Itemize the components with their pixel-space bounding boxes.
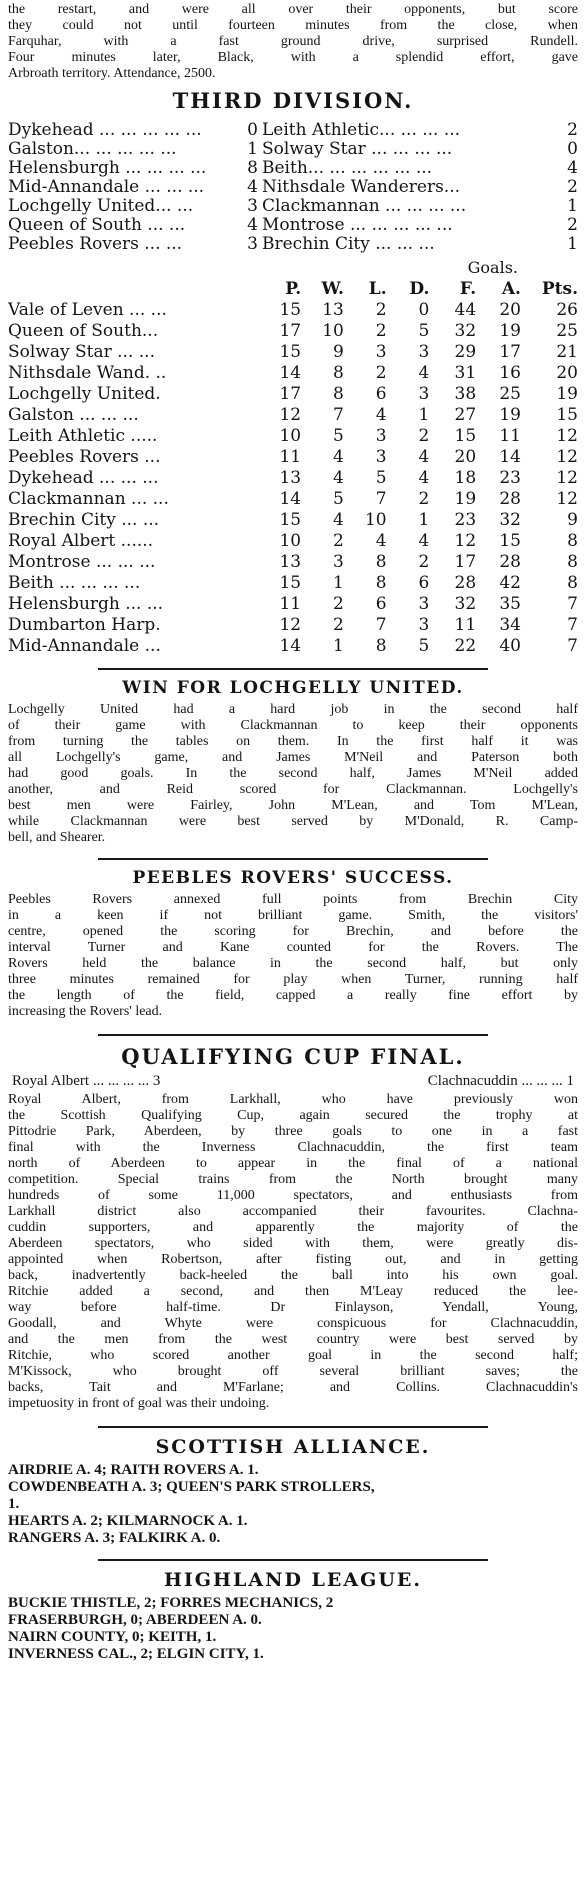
stat-l: 2: [375, 362, 387, 383]
stat-a: 40: [499, 635, 521, 656]
stat-w: 1: [333, 572, 344, 593]
stat-w: 1: [333, 635, 344, 656]
table-row: [8, 446, 578, 467]
cup-line: Aberdeen spectators, who sided with them, were greatly dis-: [8, 1236, 578, 1251]
stat-p: 17: [279, 320, 302, 341]
cup-heading: QUALIFYING CUP FINAL.: [121, 1044, 465, 1069]
stat-f: 12: [454, 530, 477, 551]
table-row: [8, 404, 578, 425]
team-name: Solway Star ... ...: [8, 341, 155, 362]
intro-paragraph: [8, 2, 578, 82]
cup-line: impetuosity in front of goal was their undoing.: [8, 1396, 270, 1411]
stat-w: 8: [333, 362, 344, 383]
stat-a: 14: [499, 446, 521, 467]
stat-d: 2: [418, 488, 430, 509]
table-row: [8, 488, 578, 509]
intro-line: Arbroath territory. Attendance, 2500.: [8, 66, 216, 81]
cup-line: north of Aberdeen to appear in the final of a national: [8, 1156, 578, 1171]
highland-results: [8, 1595, 578, 1663]
peebles-line: the length of the field, capped a really fine effort by: [8, 988, 578, 1003]
team-name: Mid-Annandale ...: [8, 635, 161, 656]
table-row: [8, 530, 578, 551]
home-score: 3: [247, 196, 258, 216]
stat-a: 15: [499, 530, 521, 551]
stat-w: 8: [333, 383, 344, 404]
away-team: Brechin City ... ... ...: [262, 235, 435, 254]
stat-a: 19: [499, 404, 521, 425]
stat-f: 19: [454, 488, 477, 509]
cup-line: M'Kissock, who brought off several brilliant saves; the: [8, 1364, 578, 1379]
lochgelly-line: all Lochgelly's game, and James M'Neil and Paterson both: [8, 750, 578, 765]
stat-pts: 7: [567, 614, 578, 635]
home-score: 3: [247, 234, 258, 254]
stat-pts: 8: [567, 551, 578, 572]
stat-w: 2: [333, 614, 344, 635]
cup-line: Pittodrie Park, Aberdeen, by three goals to one in a fast: [8, 1124, 578, 1139]
table-row: [8, 467, 578, 488]
stat-p: 13: [279, 467, 302, 488]
stat-d: 1: [418, 509, 430, 530]
result-row: [8, 216, 578, 235]
result-row: [8, 140, 578, 159]
section-rule: [98, 668, 488, 670]
stat-a: 32: [499, 509, 521, 530]
cup-score-right: Clachnacuddin ... ... ... 1: [427, 1073, 574, 1089]
stat-pts: 25: [556, 320, 578, 341]
stat-w: 4: [333, 509, 344, 530]
lochgelly-line: while Clackmannan were best served by M'Donald, R. Camp-: [8, 814, 578, 829]
result-row: [8, 159, 578, 178]
stat-d: 0: [418, 299, 430, 320]
stat-l: 2: [375, 320, 387, 341]
peebles-line: three minutes remained for play when Turner, running half: [8, 972, 578, 987]
lochgelly-line: Lochgelly United had a hard job in the second half: [8, 702, 578, 717]
cup-line: appointed when Robertson, after fisting out, and in getting: [8, 1252, 578, 1267]
stat-a: 11: [499, 425, 521, 446]
home-score: 4: [247, 215, 258, 235]
peebles-line: interval Turner and Kane counted for the Rovers. The: [8, 940, 578, 955]
stat-f: 31: [454, 362, 477, 383]
stat-d: 2: [418, 425, 430, 446]
stat-p: 12: [279, 404, 302, 425]
stat-pts: 21: [556, 341, 578, 362]
stat-f: 22: [454, 635, 477, 656]
cup-line: backs, Tait and M'Farlane; and Collins. Clachnacuddin's: [8, 1380, 578, 1395]
cup-line: and the men from the west country were best served by: [8, 1332, 578, 1347]
alliance-line: 1.: [8, 1496, 20, 1512]
stat-pts: 20: [556, 362, 578, 383]
stat-p: 14: [279, 635, 302, 656]
section-rule: [98, 1559, 488, 1561]
cup-line: Ritchie, who scored another goal in the second half;: [8, 1348, 578, 1363]
table-row: [8, 425, 578, 446]
stat-pts: 7: [567, 635, 578, 656]
away-team: Solway Star ... ... ... ...: [262, 140, 453, 159]
stat-a: 23: [499, 467, 521, 488]
lochgelly-line: from turning the tables on them. In the first half it was: [8, 734, 578, 749]
stat-w: 4: [333, 446, 344, 467]
away-score: 4: [567, 158, 578, 178]
cup-line: final with the Inverness Clachnacuddin, the first team: [8, 1140, 578, 1155]
stat-w: 2: [333, 530, 344, 551]
result-row: [8, 235, 578, 254]
team-name: Nithsdale Wand. ..: [8, 362, 167, 383]
away-team: Clackmannan ... ... ... ...: [262, 197, 467, 216]
stat-pts: 7: [567, 593, 578, 614]
team-name: Peebles Rovers ...: [8, 446, 161, 467]
team-name: Royal Albert ......: [8, 530, 154, 551]
table-row: [8, 341, 578, 362]
stat-d: 3: [418, 383, 430, 404]
stat-a: 28: [499, 551, 521, 572]
stat-w: 2: [333, 593, 344, 614]
home-score: 8: [247, 158, 258, 178]
stat-a: 16: [499, 362, 521, 383]
home-score: 0: [247, 120, 258, 140]
cup-report: [8, 1092, 578, 1412]
highland-line: BUCKIE THISTLE, 2; FORRES MECHANICS, 2: [8, 1595, 334, 1611]
peebles-line: Rovers held the balance in the second half, but only: [8, 956, 578, 971]
home-team: Peebles Rovers ... ...: [8, 235, 183, 254]
stat-p: 15: [279, 341, 302, 362]
column-header: D.: [409, 278, 430, 299]
highland-line: FRASERBURGH, 0; ABERDEEN A. 0.: [8, 1612, 262, 1628]
stat-f: 44: [454, 299, 477, 320]
home-team: Dykehead ... ... ... ... ...: [8, 121, 202, 140]
stat-a: 42: [499, 572, 521, 593]
stat-p: 13: [279, 551, 302, 572]
intro-line: they could not until fourteen minutes from the close, when: [8, 18, 578, 33]
home-team: Mid-Annandale ... ... ...: [8, 178, 205, 197]
away-score: 1: [567, 196, 578, 216]
column-header: P.: [285, 278, 302, 299]
stat-f: 32: [454, 320, 477, 341]
table-row: [8, 614, 578, 635]
column-header: L.: [368, 278, 387, 299]
stat-pts: 12: [556, 425, 578, 446]
team-name: Clackmannan ... ...: [8, 488, 169, 509]
away-team: Montrose ... ... ... ... ...: [262, 216, 453, 235]
stat-d: 3: [418, 614, 430, 635]
stat-a: 17: [499, 341, 521, 362]
stat-d: 4: [418, 446, 430, 467]
stat-w: 9: [333, 341, 344, 362]
cup-line: back, inadvertently back-heeled the ball into his own goal.: [8, 1268, 578, 1283]
stat-p: 15: [279, 509, 302, 530]
column-header: F.: [459, 278, 477, 299]
cup-score: [8, 1073, 578, 1090]
cup-line: hundreds of some 11,000 spectators, and enthusiasts from: [8, 1188, 578, 1203]
highland-line: NAIRN COUNTY, 0; KEITH, 1.: [8, 1629, 217, 1645]
stat-d: 4: [418, 362, 430, 383]
intro-line: the restart, and were all over their opponents, but score: [8, 2, 578, 17]
cup-line: the Scottish Qualifying Cup, again secured the trophy at: [8, 1108, 578, 1123]
team-name: Vale of Leven ... ...: [8, 299, 167, 320]
result-row: [8, 121, 578, 140]
cup-line: Ritchie added a second, and then M'Leay reduced the lee-: [8, 1284, 578, 1299]
lochgelly-line: bell, and Shearer.: [8, 830, 106, 845]
stat-f: 15: [454, 425, 477, 446]
team-name: Helensburgh ... ...: [8, 593, 164, 614]
result-row: [8, 197, 578, 216]
stat-f: 20: [454, 446, 477, 467]
stat-d: 3: [418, 341, 430, 362]
peebles-line: centre, opened the scoring for Brechin, and before the: [8, 924, 578, 939]
stat-l: 8: [375, 635, 387, 656]
alliance-line: HEARTS A. 2; KILMARNOCK A. 1.: [8, 1513, 248, 1529]
stat-a: 28: [499, 488, 521, 509]
section-rule: [98, 1034, 488, 1036]
stat-l: 3: [375, 446, 387, 467]
stat-d: 1: [418, 404, 430, 425]
team-name: Queen of South...: [8, 320, 159, 341]
home-team: Galston... ... ... ... ...: [8, 140, 177, 159]
home-team: Helensburgh ... ... ... ...: [8, 159, 207, 178]
team-name: Montrose ... ... ...: [8, 551, 156, 572]
alliance-results: [8, 1462, 578, 1547]
peebles-report: [8, 892, 578, 1020]
home-team: Queen of South ... ...: [8, 216, 186, 235]
stat-f: 23: [454, 509, 477, 530]
highland-line: INVERNESS CAL., 2; ELGIN CITY, 1.: [8, 1646, 264, 1662]
league-table: [8, 278, 578, 656]
stat-pts: 8: [567, 572, 578, 593]
alliance-line: COWDENBEATH A. 3; QUEEN'S PARK STROLLERS,: [8, 1479, 375, 1495]
team-name: Galston ... ... ...: [8, 404, 139, 425]
column-header: A.: [501, 278, 521, 299]
stat-pts: 19: [556, 383, 578, 404]
away-score: 0: [567, 139, 578, 159]
away-score: 1: [567, 234, 578, 254]
table-row: [8, 551, 578, 572]
stat-l: 7: [375, 614, 387, 635]
stat-p: 14: [279, 488, 302, 509]
table-row: [8, 362, 578, 383]
stat-f: 17: [454, 551, 477, 572]
table-row: [8, 299, 578, 320]
stat-a: 35: [499, 593, 521, 614]
stat-d: 6: [418, 572, 430, 593]
away-score: 2: [567, 215, 578, 235]
stat-f: 32: [454, 593, 477, 614]
lochgelly-line: another, and Reid scored for Clackmannan. Lochgelly's: [8, 782, 578, 797]
stat-p: 12: [279, 614, 302, 635]
stat-a: 34: [499, 614, 521, 635]
stat-f: 27: [454, 404, 477, 425]
stat-w: 5: [333, 425, 344, 446]
cup-line: way before half-time. Dr Finlayson, Yendall, Young,: [8, 1300, 578, 1315]
home-score: 1: [247, 139, 258, 159]
alliance-heading: SCOTTISH ALLIANCE.: [155, 1436, 431, 1458]
stat-f: 18: [454, 467, 477, 488]
alliance-line: AIRDRIE A. 4; RAITH ROVERS A. 1.: [8, 1462, 259, 1478]
stat-l: 6: [375, 593, 387, 614]
stat-p: 11: [279, 446, 302, 467]
stat-d: 5: [418, 320, 430, 341]
stat-l: 5: [375, 467, 387, 488]
stat-d: 4: [418, 467, 430, 488]
lochgelly-line: had good goals. In the second half, James M'Neil added: [8, 766, 578, 781]
result-row: [8, 178, 578, 197]
stat-l: 3: [375, 341, 387, 362]
stat-l: 7: [375, 488, 387, 509]
team-name: Leith Athletic .....: [8, 425, 158, 446]
stat-pts: 9: [567, 509, 578, 530]
third-division-heading: THIRD DIVISION.: [172, 88, 414, 113]
stat-d: 2: [418, 551, 430, 572]
away-team: Nithsdale Wanderers...: [262, 178, 461, 197]
stat-p: 15: [279, 299, 302, 320]
away-score: 2: [567, 177, 578, 197]
stat-p: 15: [279, 572, 302, 593]
goals-label: Goals.: [467, 258, 518, 277]
section-rule: [98, 1426, 488, 1428]
table-row: [8, 383, 578, 404]
stat-d: 3: [418, 593, 430, 614]
stat-pts: 12: [556, 488, 578, 509]
team-name: Beith ... ... ... ...: [8, 572, 141, 593]
cup-line: competition. Special trains from the North brought many: [8, 1172, 578, 1187]
stat-l: 10: [364, 509, 387, 530]
peebles-line: Peebles Rovers annexed full points from Brechin City: [8, 892, 578, 907]
team-name: Dykehead ... ... ...: [8, 467, 159, 488]
table-row: [8, 320, 578, 341]
home-team: Lochgelly United... ...: [8, 197, 194, 216]
table-row: [8, 509, 578, 530]
stat-pts: 12: [556, 446, 578, 467]
away-team: Beith... ... ... ... ... ...: [262, 159, 433, 178]
stat-l: 8: [375, 551, 387, 572]
stat-d: 4: [418, 530, 430, 551]
team-name: Lochgelly United.: [8, 383, 161, 404]
section-rule: [98, 858, 488, 860]
cup-line: Larkhall district also accompanied their favourites. Clachna-: [8, 1204, 578, 1219]
stat-p: 17: [279, 383, 302, 404]
stat-a: 25: [499, 383, 521, 404]
table-row: [8, 572, 578, 593]
intro-line: Four minutes later, Black, with a splendid effort, gave: [8, 50, 578, 65]
lochgelly-report: [8, 702, 578, 846]
team-name: Dumbarton Harp.: [8, 614, 161, 635]
cup-line: cuddin supporters, and apparently the majority of the: [8, 1220, 578, 1235]
team-name: Brechin City ... ...: [8, 509, 160, 530]
cup-line: Goodall, and Whyte were conspicuous for Clachnacuddin,: [8, 1316, 578, 1331]
stat-f: 11: [454, 614, 477, 635]
lochgelly-line: of their game with Clackmannan to keep their opponents: [8, 718, 578, 733]
table-row: [8, 635, 578, 656]
stat-l: 8: [375, 572, 387, 593]
cup-score-left: Royal Albert ... ... ... ... 3: [12, 1073, 161, 1089]
newspaper-column: [0, 2, 586, 1882]
stat-f: 29: [454, 341, 477, 362]
peebles-line: increasing the Rovers' lead.: [8, 1004, 163, 1019]
stat-pts: 12: [556, 467, 578, 488]
intro-line: Farquhar, with a fast ground drive, surprised Rundell.: [8, 34, 578, 49]
alliance-line: RANGERS A. 3; FALKIRK A. 0.: [8, 1530, 221, 1546]
column-header: Pts.: [541, 278, 578, 299]
stat-w: 10: [322, 320, 344, 341]
stat-w: 13: [322, 299, 344, 320]
cup-line: Royal Albert, from Larkhall, who have previously won: [8, 1092, 578, 1107]
stat-f: 38: [454, 383, 477, 404]
stat-w: 5: [333, 488, 344, 509]
away-score: 2: [567, 120, 578, 140]
stat-pts: 26: [556, 299, 578, 320]
peebles-line: in a keen if not brilliant game. Smith, the visitors': [8, 908, 578, 923]
stat-l: 3: [375, 425, 387, 446]
third-division-results: [8, 121, 578, 254]
peebles-heading: PEEBLES ROVERS' SUCCESS.: [132, 868, 454, 888]
column-header: W.: [321, 278, 344, 299]
stat-p: 14: [279, 362, 302, 383]
stat-l: 4: [375, 404, 387, 425]
stat-l: 2: [375, 299, 387, 320]
stat-p: 10: [279, 425, 302, 446]
stat-f: 28: [454, 572, 477, 593]
table-row: [8, 593, 578, 614]
home-score: 4: [247, 177, 258, 197]
away-team: Leith Athletic... ... ... ...: [262, 121, 461, 140]
lochgelly-line: best men were Fairley, John M'Lean, and Tom M'Lean,: [8, 798, 578, 813]
stat-d: 5: [418, 635, 430, 656]
highland-heading: HIGHLAND LEAGUE.: [163, 1569, 423, 1591]
stat-w: 4: [333, 467, 344, 488]
stat-pts: 8: [567, 530, 578, 551]
stat-w: 7: [333, 404, 344, 425]
stat-pts: 15: [556, 404, 578, 425]
league-table-header: [8, 278, 578, 299]
stat-l: 4: [375, 530, 387, 551]
stat-p: 10: [279, 530, 302, 551]
lochgelly-heading: WIN FOR LOCHGELLY UNITED.: [122, 678, 464, 698]
stat-a: 20: [499, 299, 521, 320]
stat-w: 3: [333, 551, 344, 572]
stat-l: 6: [375, 383, 387, 404]
stat-a: 19: [499, 320, 521, 341]
stat-p: 11: [279, 593, 302, 614]
